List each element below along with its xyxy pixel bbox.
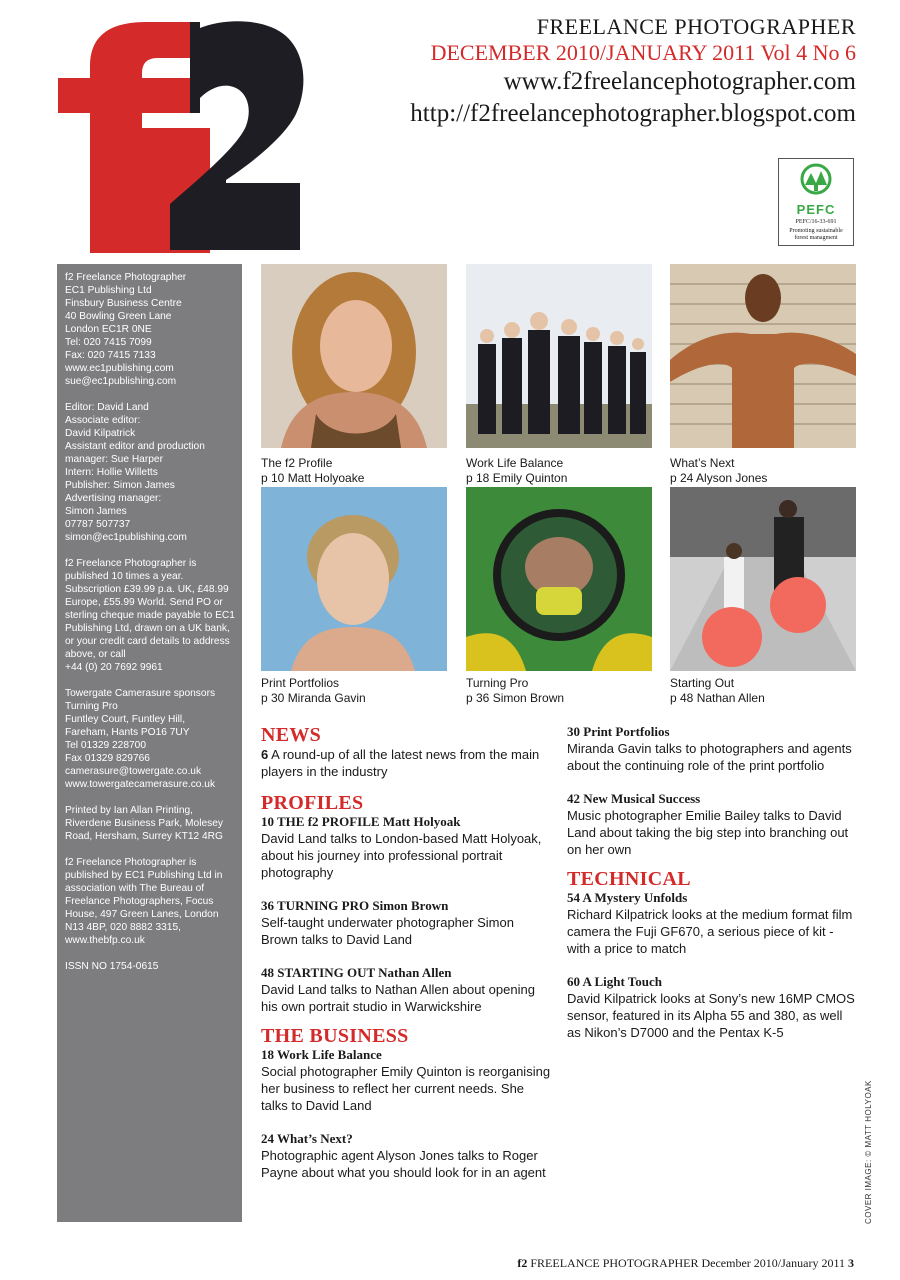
imprint-sidebar	[57, 264, 242, 1222]
entry-title: 60 A Light Touch	[567, 974, 663, 989]
publisher-address: f2 Freelance Photographer EC1 Publishing Ltd Finsbury Business Centre 40 Bowling Green Lane London EC1R 0NE Tel: 020 7415 7099 Fax: 020 7415 7133 www.ec1publishing.com sue@ec1publishing.com	[65, 272, 187, 387]
technical-entry-1[interactable]	[567, 890, 857, 957]
entry-title: 30 Print Portfolios	[567, 724, 670, 739]
entry-text: David Land talks to Nathan Allen about opening his own portrait studio in Warwickshire	[261, 982, 535, 1014]
news-text: A round-up of all the latest news from the main players in the industry	[261, 747, 540, 779]
entry-text: Self-taught underwater photographer Simon Brown talks to David Land	[261, 915, 514, 947]
masthead	[410, 14, 856, 130]
thumb-5-title: Turning Pro	[466, 676, 529, 690]
entry-text: Photographic agent Alyson Jones talks to Roger Payne about what you should look for in an agent	[261, 1148, 546, 1180]
photo-alyson-jones-figure[interactable]	[670, 264, 856, 448]
website-link[interactable]: www.f2freelancephotographer.com	[503, 68, 856, 95]
photo-miranda-gavin-portrait[interactable]	[261, 487, 447, 671]
entry-title: 36 TURNING PRO Simon Brown	[261, 898, 449, 913]
blog-link[interactable]: http://f2freelancephotographer.blogspot.com	[410, 100, 856, 127]
pefc-code: PEFC/16-33-691	[795, 219, 837, 225]
entry-title: 54 A Mystery Unfolds	[567, 890, 688, 905]
issn: ISSN NO 1754-0615	[65, 961, 159, 972]
page-number: 3	[848, 1256, 854, 1270]
technical-entry-2[interactable]	[567, 974, 857, 1041]
right-entry-2[interactable]	[567, 791, 857, 858]
photo-matt-holyoake-profile[interactable]	[261, 264, 447, 448]
entry-text: David Land talks to London-based Matt Holyoak, about his journey into professional portrait photography	[261, 831, 542, 880]
section-heading-technical: TECHNICAL	[567, 868, 691, 890]
thumb-1-page: p 10 Matt Holyoake	[261, 471, 365, 485]
staff-list: Editor: David Land Associate editor: David Kilpatrick Assistant editor and production manager: Sue Harper Intern: Hollie Willetts Publisher: Simon James Advertising manager: Simon James 07787 507737 simon@ec1publishing.com	[65, 402, 205, 543]
footer-brand: f2	[517, 1256, 528, 1270]
page-footer	[517, 1256, 854, 1271]
thumb-4-title: Print Portfolios	[261, 676, 340, 690]
f2-logo	[50, 18, 305, 253]
issue-line: DECEMBER 2010/JANUARY 2011 Vol 4 No 6	[430, 40, 856, 65]
entry-text: Richard Kilpatrick looks at the medium format film camera the Fuji GF670, a serious piece of kit - with a price to match	[567, 907, 853, 956]
thumb-caption-3	[670, 456, 767, 486]
thumb-2-page: p 18 Emily Quinton	[466, 471, 568, 485]
cover-image-credit: COVER IMAGE: © MATT HOLYOAK	[864, 1080, 873, 1224]
contents-right-column	[567, 724, 857, 1058]
business-entry-2[interactable]	[261, 1131, 553, 1181]
thumb-6-page: p 48 Nathan Allen	[670, 691, 765, 705]
entry-title: 24 What’s Next?	[261, 1131, 353, 1146]
entry-text: Miranda Gavin talks to photographers and agents about the continuing role of the print portfolio	[567, 741, 852, 773]
entry-title: 10 THE f2 PROFILE Matt Holyoak	[261, 814, 461, 829]
thumb-caption-1	[261, 456, 364, 486]
photo-nathan-allen-couple[interactable]	[670, 487, 856, 671]
entry-text: David Kilpatrick looks at Sony’s new 16MP CMOS sensor, featured in its Alpha 55 and 380, as well as Nikon’s D7000 and the Pentax K-5	[567, 991, 855, 1040]
thumb-5-page: p 36 Simon Brown	[466, 691, 565, 705]
thumb-1-title: The f2 Profile	[261, 456, 333, 470]
right-entry-1[interactable]	[567, 724, 857, 774]
tree-icon	[793, 163, 839, 199]
thumb-caption-6	[670, 676, 765, 706]
entry-title: 18 Work Life Balance	[261, 1047, 382, 1062]
pefc-badge	[778, 158, 854, 246]
news-page: 6	[261, 747, 269, 762]
thumb-3-title: What’s Next	[670, 456, 735, 470]
thumb-3-page: p 24 Alyson Jones	[670, 471, 768, 485]
section-heading-profiles: PROFILES	[261, 792, 364, 814]
entry-title: 42 New Musical Success	[567, 791, 701, 806]
pefc-tagline-1: Promoting sustainable	[789, 228, 843, 234]
business-entry-1[interactable]	[261, 1047, 553, 1114]
thumb-2-title: Work Life Balance	[466, 456, 564, 470]
profiles-entry-1[interactable]	[261, 814, 553, 881]
pefc-name: PEFC	[796, 202, 836, 217]
profiles-entry-3[interactable]	[261, 965, 553, 1015]
thumb-4-page: p 30 Miranda Gavin	[261, 691, 366, 705]
photo-emily-quinton-wedding-party[interactable]	[466, 264, 652, 448]
entry-title: 48 STARTING OUT Nathan Allen	[261, 965, 452, 980]
news-entry[interactable]	[261, 746, 553, 780]
sponsor-info: Towergate Camerasure sponsors Turning Pro Funtley Court, Funtley Hill, Fareham, Hants PO16 7UY Tel 01329 228700 Fax 01329 829766 camerasure@towergate.co.uk www.towergatecamerasure.co.uk	[65, 688, 216, 790]
entry-text: Music photographer Emilie Bailey talks to David Land about taking the big step into branching out on her own	[567, 808, 849, 857]
printer-info: Printed by Ian Allan Printing, Riverdene Business Park, Molesey Road, Hersham, Surrey KT12 4RG	[65, 805, 223, 842]
thumb-6-title: Starting Out	[670, 676, 735, 690]
association-info: f2 Freelance Photographer is published by EC1 Publishing Ltd in association with The Bureau of Freelance Photographers, Focus House, 497 Green Lanes, London N13 4BP, 020 8882 3315, www.thebfp.co.uk	[65, 857, 223, 946]
entry-text: Social photographer Emily Quinton is reorganising her business to reflect her current needs. She talks to David Land	[261, 1064, 551, 1113]
section-heading-news: NEWS	[261, 724, 322, 746]
pefc-tagline-2: forest managment	[794, 235, 838, 241]
footer-text: FREELANCE PHOTOGRAPHER December 2010/January 2011	[530, 1256, 845, 1270]
contents-left-column	[261, 724, 553, 1198]
thumb-caption-5	[466, 676, 564, 706]
section-heading-business: THE BUSINESS	[261, 1025, 409, 1047]
profiles-entry-2[interactable]	[261, 898, 553, 948]
subscription-info: f2 Freelance Photographer is published 10 times a year. Subscription £39.99 p.a. UK, £48.99 Europe, £55.99 World. Send PO or sterling cheque made payable to EC1 Publishing Ltd, drawn on a UK bank, or your credit card details to address above, or call +44 (0) 20 7692 9961	[65, 558, 235, 673]
thumb-caption-4	[261, 676, 366, 706]
magazine-title: FREELANCE PHOTOGRAPHER	[536, 14, 856, 39]
photo-simon-brown-diver[interactable]	[466, 487, 652, 671]
thumb-caption-2	[466, 456, 567, 486]
